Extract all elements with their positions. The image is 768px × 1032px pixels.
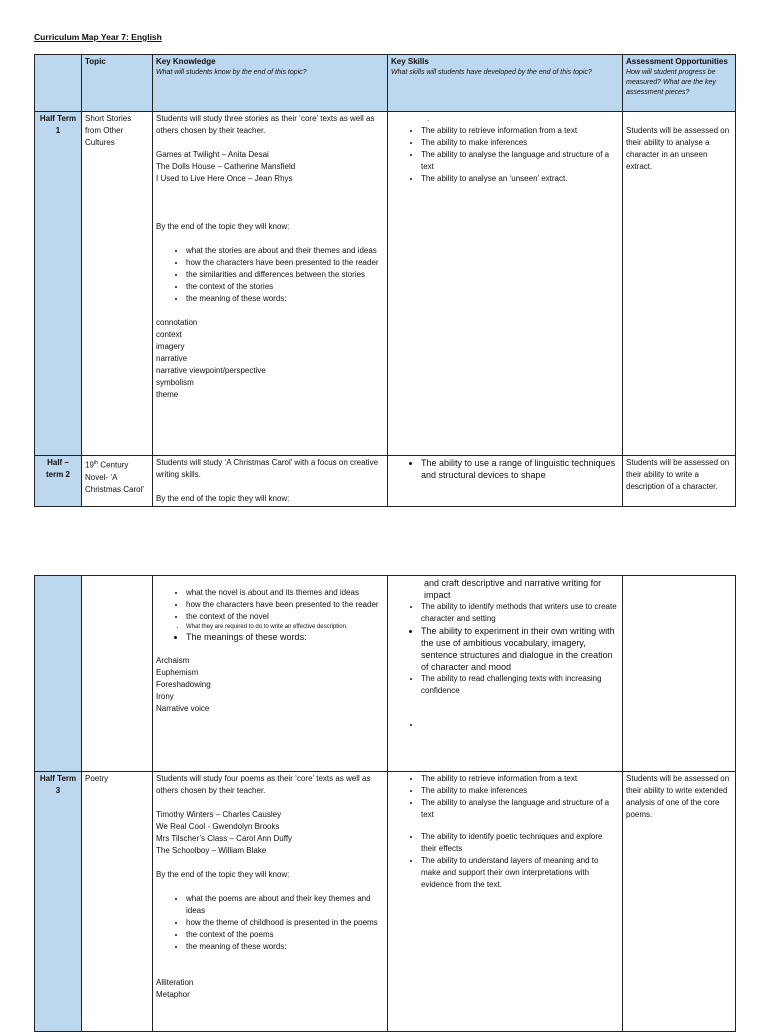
table-row [35,772,736,1032]
skills-cell: • The ability to use a range of linguistic techniques and structural devices to shape [388,456,623,507]
topic-cell: Short Stories from Other Cultures [82,112,153,456]
knowledge-cell: Students will study three stories as their ‘core’ texts as well as others chosen by their teacher. Games at Twilight – Anita Desai The Dolls House – Catherine Mansfield I Used to Live Here Once – Jean Rhys By the end of the topic they will know: • what the stories are about and their themes and ideas • how the characters have been presented to the reader • the similarities and differences between the stories • the context of the stories • the meaning of these words: connotation context imagery narrative narrative viewpoint/perspective symbolism theme [153,112,388,456]
header-topic: Topic [82,55,153,112]
skills-cell: • The ability to retrieve information from a text • The ability to make inferences • The ability to analyse the language and structure of a text • The ability to identify poetic techniques and explore their effects • The ability to understand layers of meaning and to make and support their own interpretations with evidence from the text. [388,772,623,1032]
document-title: Curriculum Map Year 7: English [34,32,162,42]
assessment-cell: Students will be assessed on their ability to write extended analysis of one of the core poems. [623,772,736,1032]
knowledge-cell: Students will study ‘A Christmas Carol’ with a focus on creative writing skills. By the end of the topic they will know: [153,456,388,507]
header-assessment: Assessment Opportunities How will student progress be measured? What are the key assessment pieces? [623,55,736,112]
header-blank [35,55,82,112]
assessment-cell: Students will be assessed on their ability to analyse a character in an unseen extract. [623,112,736,456]
header-key-knowledge: Key Knowledge What will students know by the end of this topic? [153,55,388,112]
curriculum-table-page-2 [34,575,736,1032]
term-label: Half Term 3 [35,772,82,1032]
topic-cell: Poetry [82,772,153,1032]
term-label: Half Term 1 [35,112,82,456]
assessment-cell [623,576,736,772]
header-key-skills: Key Skills What skills will students have developed by the end of this topic? [388,55,623,112]
assessment-cell: Students will be assessed on their ability to write a description of a character. [623,456,736,507]
topic-cell: 19th Century Novel- ‘A Christmas Carol’ [82,456,153,507]
term-label: Half – term 2 [35,456,82,507]
curriculum-table-page-1 [34,54,736,507]
skills-cell: . • The ability to retrieve information from a text • The ability to make inferences • The ability to analyse the language and structure of a text • The ability to analyse an ‘unseen’ extract. [388,112,623,456]
knowledge-cell: Students will study four poems as their ‘core’ texts as well as others chosen by their teacher. Timothy Winters – Charles Causley We Real Cool - Gwendolyn Brooks Mrs Tilscher’s Class – Carol Ann Duffy The Schoolboy – William Blake By the end of the topic they will know: • what the poems are about and their key themes and ideas • how the theme of childhood is presented in the poems • the context of the poems • the meaning of these words: Alliteration Metaphor [153,772,388,1032]
table-row [35,456,736,507]
skills-cell: and craft descriptive and narrative writing for impact • The ability to identify methods that writers use to create character and setting • The ability to experiment in their own writing with the use of ambitious vocabulary, imagery, sentence structures and dialogue in the creation of character and mood • The ability to read challenging texts with increasing confidence • [388,576,623,772]
table-row [35,576,736,772]
knowledge-cell: • what the novel is about and its themes and ideas • how the characters have been presented to the reader • the context of the novel • What they are required to do to write an effective description. • The meanings of these words: Archaism Euphemism Foreshadowing Irony Narrative voice [153,576,388,772]
term-label [35,576,82,772]
topic-cell [82,576,153,772]
table-row [35,112,736,456]
